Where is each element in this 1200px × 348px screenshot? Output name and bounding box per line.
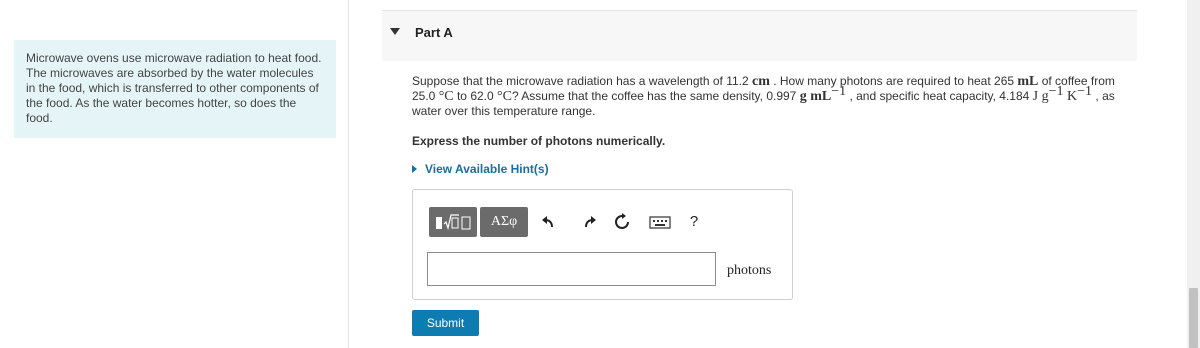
redo-icon[interactable] [581,213,599,231]
undo-icon[interactable] [539,213,557,231]
help-button[interactable]: ? [689,213,699,230]
templates-icon [429,207,477,237]
answer-area [412,189,793,300]
answer-unit: photons [727,263,772,278]
part-title: Part A [415,25,453,40]
submit-button[interactable]: Submit [412,310,479,336]
part-a-header[interactable] [382,10,1137,61]
intro-text: Microwave ovens use microwave radiation to heat food. The microwaves are absorbed by the water molecules in the food, which is transferred to other components of the food. As the water becomes hotter, so does the food. [26,51,322,125]
answer-input[interactable] [427,252,716,286]
instruction-text: Express the number of photons numerically. [412,134,666,148]
templates-button[interactable] [429,207,477,237]
reset-icon[interactable] [613,213,631,231]
hints-label: View Available Hint(s) [425,162,549,176]
page-scrollbar[interactable] [1187,0,1200,348]
greek-symbols-button[interactable]: ΑΣφ [480,207,528,237]
column-divider [348,0,349,348]
view-hints-link[interactable] [412,162,549,176]
expand-triangle-icon [412,165,417,173]
question-text: Suppose that the microwave radiation has a wavelength of 11.2 cm . How many photons are required to heat 265 mL of coffee from 25.0 °C to 62.0 °C? Assume that the coffee has the same density, 0.997 g $mL^{-1}$ , and specific heat capacity, 4.184 J $g^{-1}$ $K^{-1}$ , as water over this temperature range. [412,74,1115,118]
scrollbar-thumb[interactable] [1189,288,1198,348]
collapse-caret-icon[interactable] [390,28,400,35]
keyboard-icon[interactable] [649,213,671,231]
intro-panel [14,40,336,138]
